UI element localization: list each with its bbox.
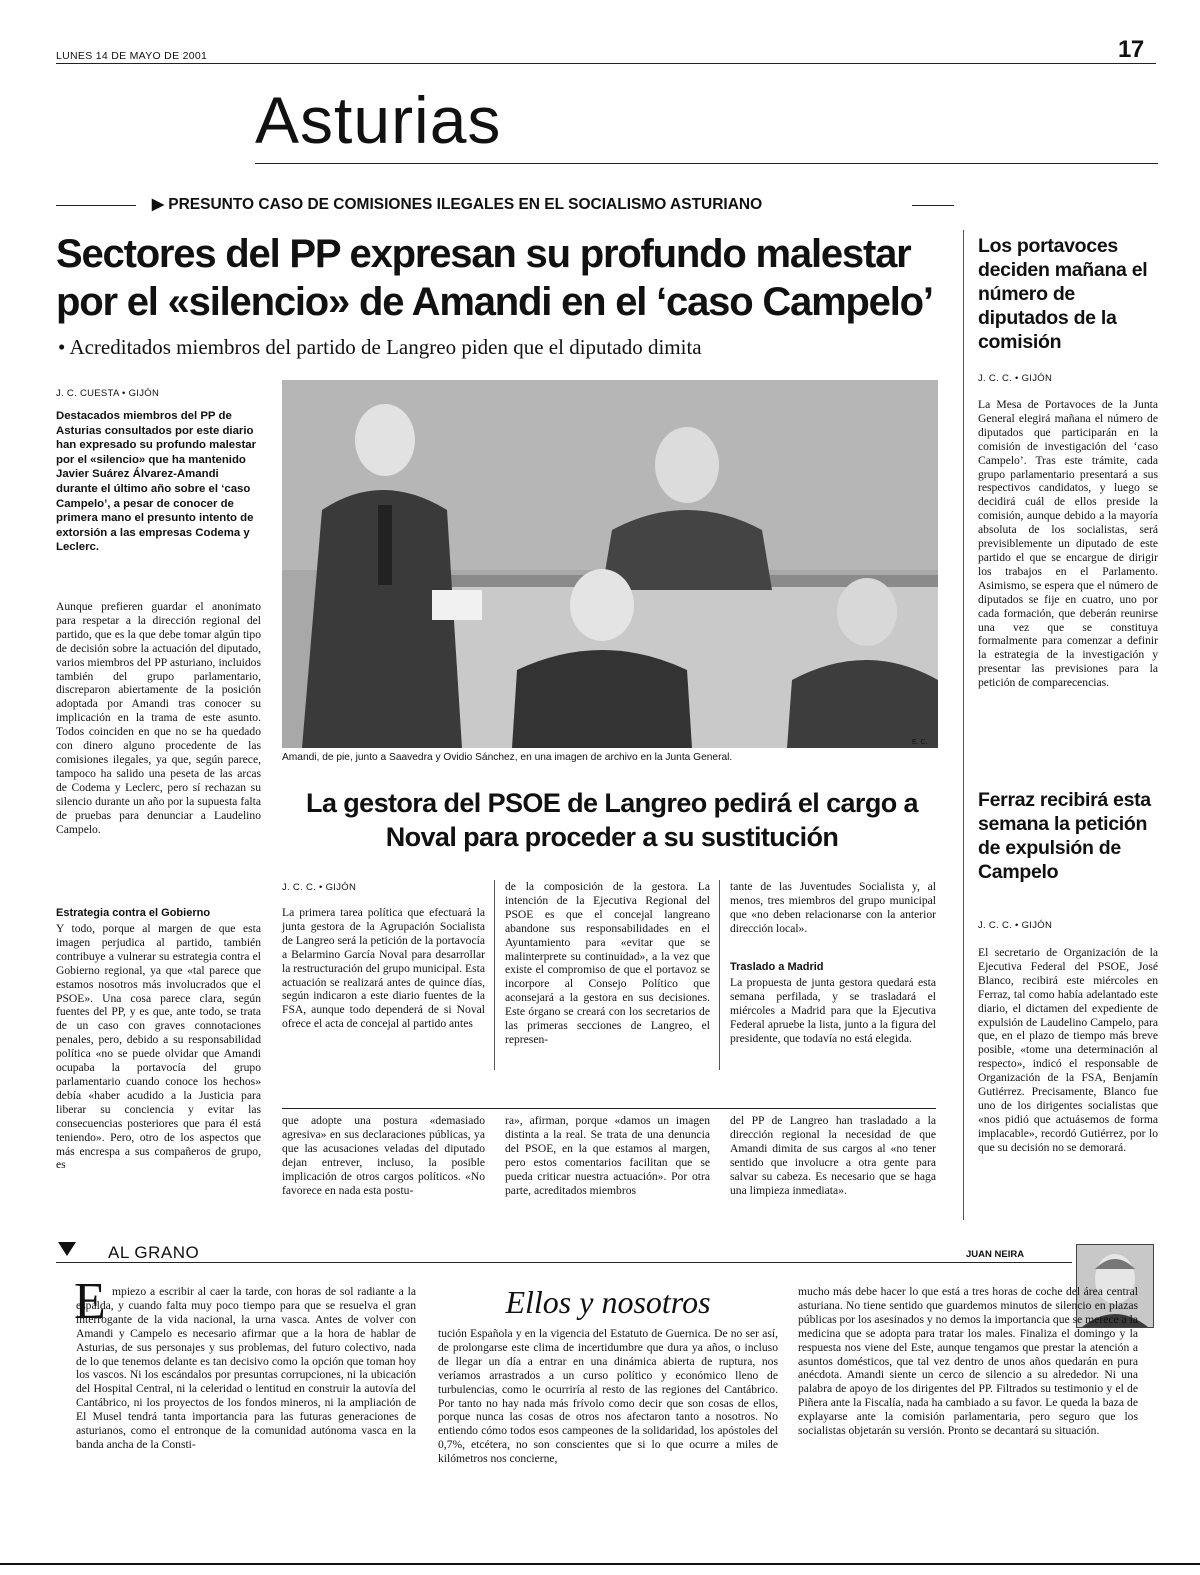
opinion-rule <box>56 1262 1072 1263</box>
second-col-2: de la composición de la gestora. La intención de la Ejecutiva Regional del PSOE es que el concejal langreano abandone sus responsabilidades en el Ayuntamiento para «evitar que se malinterprete su continuidad», a la vez que existe el compromiso de que el portavoz se incorpore al Consejo Político que aconsejará a la gestora en sus decisiones. Este órgano se creará con los secretarios de las primeras secciones de Langreo, el represen- <box>505 880 710 1046</box>
photo-caption: Amandi, de pie, junto a Saavedra y Ovidio Sánchez, en una imagen de archivo en la Junta General. <box>282 752 733 763</box>
opinion-author: JUAN NEIRA <box>966 1249 1025 1260</box>
photo <box>282 380 938 748</box>
issue-date: LUNES 14 DE MAYO DE 2001 <box>56 50 208 62</box>
main-continuation-2: ra», afirman, porque «damos un imagen distinta a la real. Se trata de una denuncia del PSOE, en la que estamos al margen, pero estos comentarios facilitan que se pueda criticar nuestra actuación». Por otra parte, acreditados miembros <box>505 1114 710 1197</box>
opinion-col-3: mucho más debe hacer lo que está a tres horas de coche del área central asturiana. No tiene sentido que guardemos minutos de silencio en plazas públicas por los asesinados y no demos la importancia que se merece a la medicina que se adopta para tratar los males. Finaliza el domingo y la respuesta nos viene del Este, aunque tengamos que prestar la atención a asuntos domésticos, que tal vez dentro de unos años quedarán en pura anécdota. Amandi siente un cerco de silencio a su alrededor. Ni una palabra de apoyo de los dirigentes del PP. Filtrados su testimonio y el de Piñera ante la Fiscalía, nada ha cambiado a su favor. Le queda la baza de explayarse ante la comisión parlamentaria, pero seguro que los socialistas objetarán su versión. Pronto se decantará su situación. <box>798 1285 1138 1438</box>
page-number: 17 <box>1118 36 1144 63</box>
arrow-right-icon: ▶ <box>152 196 169 213</box>
side2-text: El secretario de Organización de la Ejecutiva Federal del PSOE, José Blanco, recibirá este miércoles en Ferraz, tal como había adelantado este diario, el dictamen del expediente de expulsión de Laudelino Campelo, para que, en el plazo de tiempo más breve posible, «tome una determinación al respecto», indicó el responsable de Organización de la FSA, Benjamín Gutiérrez. Precisamente, Blanco fue uno de los dirigentes socialistas que «nos pidió que actuásemos de forma implacable», recordó Gutiérrez, por lo que su decisión no se demorará. <box>978 946 1158 1154</box>
main-continuation-1: que adopte una postura «demasiado agresiva» en sus declaraciones públicas, ya que las acusaciones veladas del diputado dejan entrever, incluso, la posible implicación de otros cargos políticos. «No favorece en nada esta postu- <box>282 1114 485 1197</box>
opinion-col-1: mpiezo a escribir al caer la tarde, con horas de sol radiante a la espalda, y cuando falta muy poco tiempo para que se resuelva el gran interrogante de la vida nacional, la urna vasca. Antes de volver con Amandi y Campelo es necesario afirmar que a la hora de hablar de Asturias, de sus personajes y sus problemas, del futuro colectivo, nada de lo que tenemos delante es tan decisivo como la opción que toman hoy los vascos. Ni los escándalos por presuntas corrupciones, ni la ubicación del Hospital Central, ni la celeridad o lentitud en construir la autovía del Cantábrico, ni los proyectos de los fondos mineros, ni la ampliación de El Musel tendrá tanta importancia para las futuras generaciones de asturianos, como el entronque de la comunidad autónoma vasca en la banda ancha de la Consti- <box>76 1285 416 1451</box>
section-title: Asturias <box>255 83 502 157</box>
continuation-rule <box>282 1108 936 1109</box>
second-headline: La gestora del PSOE de Langreo pedirá el cargo a Noval para proceder a su sustitución <box>306 788 918 852</box>
kicker-rule-right <box>912 205 954 206</box>
kicker <box>152 195 762 214</box>
opinion-marker-icon <box>58 1242 76 1256</box>
opinion-dropcap: E <box>74 1273 106 1330</box>
second-subhead: Traslado a Madrid <box>730 961 824 973</box>
main-deck: • Acreditados miembros del partido de Langreo piden que el diputado dimita <box>58 335 702 359</box>
main-byline: J. C. CUESTA • GIJÓN <box>56 388 160 399</box>
second-col-3a: tante de las Juventudes Socialista y, al menos, tres miembros del grupo municipal que «no deben relacionarse con la anterior dirección local». <box>730 880 936 935</box>
second-col-divider-1 <box>494 880 495 1070</box>
main-subhead: Estrategia contra el Gobierno <box>56 907 211 919</box>
second-col-1: La primera tarea política que efectuará la junta gestora de la Agrupación Socialista de Langreo será la petición de la portavocía a Belarmino García Noval para desarrollar la restructuración del grupo municipal. Esta actuación se realizará antes de quince días, según indicaron a este diario fuentes de la FSA, aunque todo dependerá de si Noval ofrece el acta de concejal al partido antes <box>282 906 485 1031</box>
kicker-rule-left <box>56 205 136 206</box>
side1-byline: J. C. C. • GIJÓN <box>978 373 1053 384</box>
main-headline: Sectores del PP expresan su profundo malestar por el «silencio» de Amandi en el ‘caso Campelo’ <box>56 232 933 324</box>
opinion-title: Ellos y nosotros <box>505 1284 711 1320</box>
second-col-divider-2 <box>719 880 720 1070</box>
side1-headline: Los portavoces deciden mañana el número de diputados de la comisión <box>978 235 1148 353</box>
main-continuation-3: del PP de Langreo han trasladado a la dirección regional la necesidad de que Amandi dimita de sus cargos al «no tener sentido que involucre a otra gente para salvar su cabeza. Es necesario que se haga una limpieza inmediata». <box>730 1114 936 1197</box>
second-byline: J. C. C. • GIJÓN <box>282 882 357 893</box>
opinion-label: AL GRANO <box>108 1243 200 1262</box>
second-col-3b: La propuesta de junta gestora quedará esta semana perfilada, y se trasladará el miércoles a Madrid para que la Ejecutiva Federal apruebe la lista, junto a la figura del presidente, que todavía no está elegida. <box>730 976 936 1045</box>
footer-rule <box>0 1563 1200 1565</box>
main-body-1: Aunque prefieren guardar el anonimato para respetar a la dirección regional del partido, que es la que debe tomar algún tipo de decisión sobre la actuación del diputado, varios miembros del PP asturiano, incluidos también del grupo parlamentario, discreparon abiertamente de la posición adoptada por Amandi tras conocer su implicación en la trama de este asunto. Todos coinciden en que no se ha quedado con dinero alguno procedente de las comisiones ilegales, ya que, según parece, tampoco ha salido una peseta de las arcas de Codema y Leclerc, pero sí rechazan su silencio durante un año por la supuesta falta de pruebas para denunciar a Laudelino Campelo. <box>56 600 261 836</box>
sidebar-divider <box>963 230 964 1220</box>
main-body-2: Y todo, porque al margen de que esta imagen perjudica al partido, también contribuye a vulnerar su estrategia contra el Gobierno regional, ya que «tal parece que estamos nosotros más involucrados que el PSOE». Una cosa parece clara, según fuentes del PP, y es que, ante todo, se trata de un caso con graves connotaciones penales, pero, debido a su responsabilidad política «no se puede olvidar que Amandi ocupaba la portavocía del grupo parlamentario cuando conoce los hechos» debía «haber acudido a la Justicia para liberar su conciencia y evitar las consecuencias posteriores que para él está teniendo». Pero, otro de los aspectos que más encrespa a sus compañeros de grupo, es <box>56 922 261 1172</box>
side2-byline: J. C. C. • GIJÓN <box>978 920 1053 931</box>
kicker-text: PRESUNTO CASO DE COMISIONES ILEGALES EN EL SOCIALISMO ASTURIANO <box>168 196 763 213</box>
section-rule <box>255 163 1158 164</box>
header-rule <box>56 63 1156 64</box>
opinion-col-2: tución Española y en la vigencia del Estatuto de Guernica. De no ser así, de prolongarse este clima de incertidumbre que dura ya años, o incluso de llegar un día a entrar en una dinámica abierta de ruptura, nos veríamos arrastrados a un curso político y económico lleno de turbulencias, como le ocurriría al resto de las regiones del Cantábrico. Por tanto no hay nada más frívolo como decir que son cosas de ellos, porque nunca las cosas de otros nos afectaron tanto a nosotros. No entiendo cómo todos esos campeones de la solidaridad, los apóstoles del 0,7%, etcétera, no son conscientes que si lo que ocurre a miles de kilómetros nos concierne, <box>438 1327 778 1466</box>
photo-image <box>282 380 938 748</box>
side2-headline: Ferraz recibirá esta semana la petición de expulsión de Campelo <box>978 789 1151 883</box>
side1-text: La Mesa de Portavoces de la Junta General elegirá mañana el número de diputados que participarán en la comisión de investigación del ‘caso Campelo’. Tras este trámite, cada grupo parlamentario presentará a sus respectivos candidatos, y luego se decidirá cuál de ellos preside la comisión, aunque debido a la mayoría absoluta de los socialistas, será previsiblemente un diputado de este partido el que se encargue de dirigir los trabajos en el Parlamento. Asimismo, se espera que el número de diputados se fije en cuatro, uno por cada formación, que deberán reunirse una vez que se constituya formalmente para comenzar a definir la estrategia de la investigación y presentar las previsiones para la petición de comparecencias. <box>978 398 1158 690</box>
photo-credit: E. C. <box>912 739 928 746</box>
main-lead: Destacados miembros del PP de Asturias consultados por este diario han expresado su profundo malestar por el «silencio» que ha mantenido Javier Suárez Álvarez-Amandi durante el último año sobre el ‘caso Campelo’, a pesar de conocer de primera mano el presunto intento de extorsión a las empresas Codema y Leclerc. <box>56 410 257 554</box>
